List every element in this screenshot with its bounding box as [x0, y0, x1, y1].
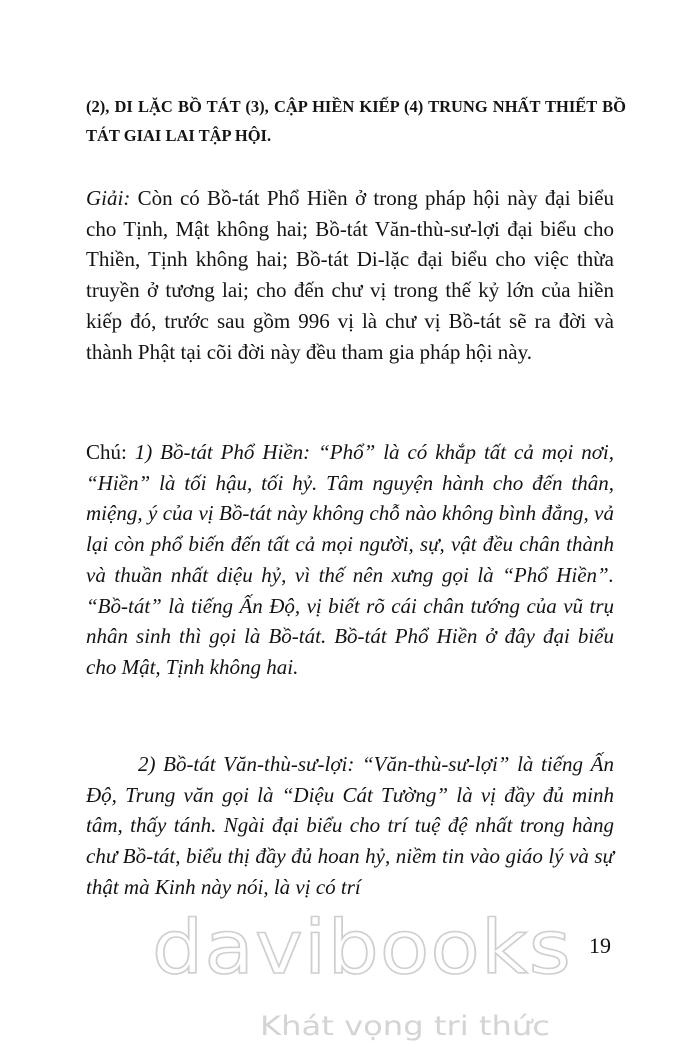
chu-paragraph: [86, 437, 614, 683]
giai-paragraph: [86, 183, 614, 367]
note-2-paragraph: 2) Bồ-tát Văn-thù-sư-lợi: “Văn-thù-sư-lợi” là tiếng Ấn Độ, Trung văn gọi là “Diệu Cát Tường” là vị đầy đủ minh tâm, thấy tánh. Ngài đại biểu cho trí tuệ đệ nhất trong hàng chư Bồ-tát, biểu thị đầy đủ hoan hỷ, niềm tin vào giáo lý và sự thật mà Kinh này nói, là vị có trí: [86, 752, 614, 899]
davibooks-watermark: [152, 905, 572, 1045]
watermark-tagline: Khát vọng tri thức: [260, 1011, 550, 1042]
giai-label: Giải:: [86, 186, 131, 210]
section-heading: (2), DI LẶC BỒ TÁT (3), CẬP HIỀN KIẾP (4) TRUNG NHẤT THIẾT BỒ TÁT GIAI LAI TẬP HỘI.: [86, 97, 626, 145]
watermark-logo: davibooks: [152, 905, 572, 991]
giai-text: Còn có Bồ-tát Phổ Hiền ở trong pháp hội này đại biểu cho Tịnh, Mật không hai; Bồ-tát Văn-thù-sư-lợi đại biểu cho Thiền, Tịnh không hai; Bồ-tát Di-lặc đại biểu cho việc thừa truyền ở tương lai; cho đến chư vị trong thế kỷ lớn của hiền kiếp đó, trước sau gồm 996 vị là chư vị Bồ-tát sẽ ra đời và thành Phật tại cõi đời này đều tham gia pháp hội này.: [86, 186, 614, 364]
page-number: 19: [589, 933, 611, 958]
chu-label: Chú:: [86, 440, 135, 464]
note-1-text: 1) Bồ-tát Phổ Hiền: “Phổ” là có khắp tất cả mọi nơi, “Hiền” là tối hậu, tối hỷ. Tâm nguyện hành cho đến thân, miệng, ý của vị Bồ-tát này không chỗ nào không bình đẳng, vả lại còn phổ biến đến tất cả mọi người, sự, vật đều chân thành và thuần nhất diệu hỷ, vì thế nên xưng gọi là “Phổ Hiền”. “Bồ-tát” là tiếng Ấn Độ, vị biết rõ cái chân tướng của vũ trụ nhân sinh thì gọi là Bồ-tát. Bồ-tát Phổ Hiền ở đây đại biểu cho Mật, Tịnh không hai.: [86, 440, 614, 679]
